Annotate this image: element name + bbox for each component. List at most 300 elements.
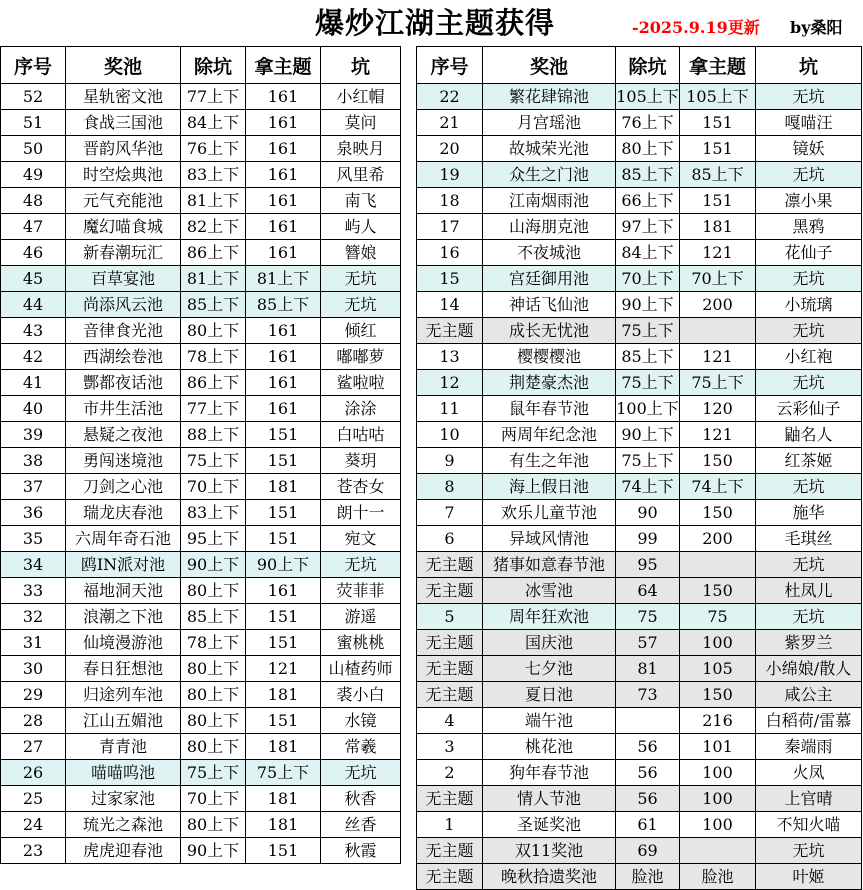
table-row: [417, 734, 862, 760]
cell-pit: 常羲: [321, 734, 401, 760]
cell-pool: 端午池: [483, 708, 616, 734]
cell-pool: 繁花肆锦池: [483, 84, 616, 110]
cell-pit: 杜凤儿: [756, 578, 862, 604]
cell-clear: 80上下: [181, 682, 246, 708]
cell-clear: 78上下: [181, 630, 246, 656]
header-cell-clear: 除坑: [616, 47, 680, 84]
cell-pool: 双11奖池: [483, 838, 616, 864]
cell-no: 37: [1, 474, 66, 500]
cell-theme: [680, 552, 756, 578]
cell-pool: 圣诞奖池: [483, 812, 616, 838]
cell-pit: 无坑: [756, 84, 862, 110]
table-row: [417, 240, 862, 266]
cell-no: 无主题: [417, 786, 483, 812]
table-row: [1, 760, 401, 786]
table-row: [417, 266, 862, 292]
cell-clear: 90上下: [181, 838, 246, 864]
cell-theme: 151: [246, 708, 321, 734]
cell-pit: 小红袍: [756, 344, 862, 370]
table-row: [417, 630, 862, 656]
cell-pit: 泉映月: [321, 136, 401, 162]
cell-pit: 紫罗兰: [756, 630, 862, 656]
cell-pool: 春日狂想池: [66, 656, 181, 682]
cell-pit: 上官晴: [756, 786, 862, 812]
cell-pool: 青青池: [66, 734, 181, 760]
cell-theme: 121: [680, 240, 756, 266]
cell-pool: 两周年纪念池: [483, 422, 616, 448]
cell-no: 27: [1, 734, 66, 760]
cell-pool: 百草宴池: [66, 266, 181, 292]
cell-clear: 75上下: [616, 370, 680, 396]
cell-no: 3: [417, 734, 483, 760]
cell-pit: 火凤: [756, 760, 862, 786]
cell-pool: 刀剑之心池: [66, 474, 181, 500]
cell-clear: 95: [616, 552, 680, 578]
table-row: [417, 656, 862, 682]
cell-pit: 无坑: [756, 370, 862, 396]
table-row: [417, 344, 862, 370]
cell-pit: 荧菲菲: [321, 578, 401, 604]
table-row: [1, 838, 401, 864]
cell-pit: 水镜: [321, 708, 401, 734]
table-row: [1, 84, 401, 110]
cell-pool: 江山五媚池: [66, 708, 181, 734]
cell-pit: 毛琪丝: [756, 526, 862, 552]
cell-clear: 85上下: [616, 344, 680, 370]
cell-pit: 无坑: [321, 266, 401, 292]
cell-clear: [616, 708, 680, 734]
cell-clear: 77上下: [181, 84, 246, 110]
cell-pool: 星轨密文池: [66, 84, 181, 110]
cell-pool: 情人节池: [483, 786, 616, 812]
cell-clear: 73: [616, 682, 680, 708]
cell-theme: 120: [680, 396, 756, 422]
cell-theme: 75上下: [680, 370, 756, 396]
cell-no: 47: [1, 214, 66, 240]
cell-theme: 121: [680, 344, 756, 370]
cell-pool: 归途列车池: [66, 682, 181, 708]
cell-pit: 葵玥: [321, 448, 401, 474]
cell-pit: 黑鸦: [756, 214, 862, 240]
cell-theme: 161: [246, 318, 321, 344]
author-credit: by桑阳: [790, 18, 843, 37]
cell-pit: 施华: [756, 500, 862, 526]
cell-no: 无主题: [417, 656, 483, 682]
cell-no: 42: [1, 344, 66, 370]
cell-no: 24: [1, 812, 66, 838]
table-row: [1, 474, 401, 500]
cell-pit: 秋霞: [321, 838, 401, 864]
cell-theme: 181: [246, 474, 321, 500]
cell-clear: 81: [616, 656, 680, 682]
table-row: [417, 188, 862, 214]
table-row: [417, 812, 862, 838]
cell-pool: 成长无忧池: [483, 318, 616, 344]
cell-pool: 月宫瑶池: [483, 110, 616, 136]
cell-pit: 无坑: [756, 552, 862, 578]
cell-pool: 新春潮玩汇: [66, 240, 181, 266]
cell-no: 35: [1, 526, 66, 552]
cell-theme: 161: [246, 578, 321, 604]
cell-pit: 无坑: [756, 266, 862, 292]
cell-no: 32: [1, 604, 66, 630]
cell-pit: 莫问: [321, 110, 401, 136]
table-row: [1, 552, 401, 578]
cell-theme: 150: [680, 682, 756, 708]
table-row: [1, 630, 401, 656]
table-header-row: [417, 47, 862, 84]
cell-theme: 105: [680, 656, 756, 682]
cell-pit: 不知火喵: [756, 812, 862, 838]
table-row: [417, 396, 862, 422]
cell-pit: 嘟嘟萝: [321, 344, 401, 370]
cell-pit: 鼬名人: [756, 422, 862, 448]
cell-pool: 鼠年春节池: [483, 396, 616, 422]
cell-theme: 161: [246, 370, 321, 396]
cell-no: 49: [1, 162, 66, 188]
cell-theme: 70上下: [680, 266, 756, 292]
cell-pit: 风里希: [321, 162, 401, 188]
table-row: [1, 786, 401, 812]
cell-pool: 神话飞仙池: [483, 292, 616, 318]
cell-theme: 150: [680, 578, 756, 604]
table-row: [1, 500, 401, 526]
cell-clear: 56: [616, 786, 680, 812]
table-row: [1, 266, 401, 292]
cell-no: 15: [417, 266, 483, 292]
cell-pool: 过家家池: [66, 786, 181, 812]
cell-pool: 猪事如意春节池: [483, 552, 616, 578]
table-row: [1, 448, 401, 474]
cell-clear: 70上下: [616, 266, 680, 292]
cell-theme: 161: [246, 84, 321, 110]
cell-theme: 161: [246, 188, 321, 214]
cell-clear: 95上下: [181, 526, 246, 552]
cell-clear: 80上下: [181, 708, 246, 734]
cell-pool: 福地洞天池: [66, 578, 181, 604]
cell-clear: 90上下: [181, 552, 246, 578]
cell-clear: 81上下: [181, 188, 246, 214]
cell-no: 38: [1, 448, 66, 474]
cell-clear: 85上下: [181, 292, 246, 318]
cell-pool: 仙境漫游池: [66, 630, 181, 656]
cell-pool: 樱樱樱池: [483, 344, 616, 370]
table-row: [417, 552, 862, 578]
cell-pool: 琉光之森池: [66, 812, 181, 838]
table-row: [1, 292, 401, 318]
cell-theme: 161: [246, 162, 321, 188]
cell-no: 20: [417, 136, 483, 162]
cell-clear: 99: [616, 526, 680, 552]
cell-theme: 151: [246, 604, 321, 630]
cell-clear: 83上下: [181, 162, 246, 188]
cell-pool: 西湖绘卷池: [66, 344, 181, 370]
cell-pit: 涂涂: [321, 396, 401, 422]
cell-clear: 61: [616, 812, 680, 838]
cell-pool: 酆都夜话池: [66, 370, 181, 396]
cell-clear: 80上下: [181, 734, 246, 760]
cell-pit: 无坑: [756, 474, 862, 500]
cell-no: 17: [417, 214, 483, 240]
cell-pit: 秋香: [321, 786, 401, 812]
cell-clear: 57: [616, 630, 680, 656]
cell-pool: 市井生活池: [66, 396, 181, 422]
cell-theme: 85上下: [680, 162, 756, 188]
cell-theme: 161: [246, 240, 321, 266]
cell-pool: 宫廷御用池: [483, 266, 616, 292]
cell-pool: 有生之年池: [483, 448, 616, 474]
cell-clear: 75上下: [616, 448, 680, 474]
cell-no: 45: [1, 266, 66, 292]
cell-pit: 咸公主: [756, 682, 862, 708]
cell-no: 50: [1, 136, 66, 162]
cell-theme: 100: [680, 786, 756, 812]
table-row: [1, 708, 401, 734]
table-row: [1, 214, 401, 240]
cell-pit: 无坑: [756, 838, 862, 864]
cell-clear: 56: [616, 734, 680, 760]
cell-no: 7: [417, 500, 483, 526]
table-row: [417, 448, 862, 474]
cell-pool: 瑞龙庆春池: [66, 500, 181, 526]
cell-clear: 75上下: [181, 760, 246, 786]
cell-pool: 夏日池: [483, 682, 616, 708]
table-row: [417, 422, 862, 448]
cell-no: 46: [1, 240, 66, 266]
cell-theme: 181: [246, 734, 321, 760]
cell-theme: 101: [680, 734, 756, 760]
cell-no: 无主题: [417, 630, 483, 656]
cell-pit: 鲨啦啦: [321, 370, 401, 396]
cell-no: 41: [1, 370, 66, 396]
cell-clear: 82上下: [181, 214, 246, 240]
table-row: [417, 526, 862, 552]
cell-pit: 无坑: [756, 604, 862, 630]
cell-no: 无主题: [417, 864, 483, 890]
table-row: [1, 188, 401, 214]
cell-clear: 66上下: [616, 188, 680, 214]
cell-no: 9: [417, 448, 483, 474]
cell-clear: 脸池: [616, 864, 680, 890]
header-cell-pool: 奖池: [483, 47, 616, 84]
cell-no: 无主题: [417, 578, 483, 604]
cell-no: 5: [417, 604, 483, 630]
cell-pool: 浪潮之下池: [66, 604, 181, 630]
cell-no: 4: [417, 708, 483, 734]
cell-no: 22: [417, 84, 483, 110]
cell-pool: 山海朋克池: [483, 214, 616, 240]
cell-no: 26: [1, 760, 66, 786]
cell-clear: 100上下: [616, 396, 680, 422]
table-row: [1, 344, 401, 370]
cell-clear: 88上下: [181, 422, 246, 448]
cell-pool: 桃花池: [483, 734, 616, 760]
cell-clear: 97上下: [616, 214, 680, 240]
page-title: 爆炒江湖主题获得: [314, 6, 555, 40]
cell-theme: 181: [246, 786, 321, 812]
cell-no: 28: [1, 708, 66, 734]
cell-clear: 86上下: [181, 240, 246, 266]
cell-theme: 75上下: [246, 760, 321, 786]
cell-clear: 76上下: [616, 110, 680, 136]
cell-pool: 不夜城池: [483, 240, 616, 266]
cell-theme: [680, 318, 756, 344]
cell-theme: 216: [680, 708, 756, 734]
table-row: [1, 682, 401, 708]
cell-no: 36: [1, 500, 66, 526]
cell-no: 18: [417, 188, 483, 214]
cell-theme: 161: [246, 214, 321, 240]
cell-clear: 84上下: [616, 240, 680, 266]
cell-theme: 161: [246, 396, 321, 422]
left-table: [0, 46, 401, 864]
cell-pool: 故城荣光池: [483, 136, 616, 162]
table-row: [1, 162, 401, 188]
table-row: [1, 422, 401, 448]
cell-no: 40: [1, 396, 66, 422]
cell-clear: 80上下: [616, 136, 680, 162]
cell-theme: 150: [680, 500, 756, 526]
cell-pool: 悬疑之夜池: [66, 422, 181, 448]
table-row: [417, 708, 862, 734]
cell-no: 23: [1, 838, 66, 864]
cell-no: 无主题: [417, 318, 483, 344]
header-cell-no: 序号: [417, 47, 483, 84]
cell-pool: 海上假日池: [483, 474, 616, 500]
cell-clear: 81上下: [181, 266, 246, 292]
cell-theme: 151: [246, 838, 321, 864]
cell-clear: 90: [616, 500, 680, 526]
cell-pool: 勇闯迷境池: [66, 448, 181, 474]
cell-pit: 镜妖: [756, 136, 862, 162]
cell-theme: 90上下: [246, 552, 321, 578]
table-row: [417, 84, 862, 110]
cell-no: 无主题: [417, 838, 483, 864]
cell-pit: 白咕咕: [321, 422, 401, 448]
cell-no: 33: [1, 578, 66, 604]
cell-theme: 181: [246, 812, 321, 838]
cell-no: 39: [1, 422, 66, 448]
table-row: [417, 838, 862, 864]
cell-pool: 元气充能池: [66, 188, 181, 214]
cell-pool: 鸥IN派对池: [66, 552, 181, 578]
cell-clear: 90上下: [616, 292, 680, 318]
table-row: [1, 578, 401, 604]
cell-theme: 100: [680, 812, 756, 838]
cell-no: 43: [1, 318, 66, 344]
cell-pit: 凛小果: [756, 188, 862, 214]
cell-no: 13: [417, 344, 483, 370]
cell-clear: 70上下: [181, 786, 246, 812]
table-row: [417, 214, 862, 240]
cell-clear: 78上下: [181, 344, 246, 370]
cell-pool: 江南烟雨池: [483, 188, 616, 214]
cell-clear: 75上下: [616, 318, 680, 344]
cell-pool: 国庆池: [483, 630, 616, 656]
cell-pool: 时空烩典池: [66, 162, 181, 188]
table-row: [1, 370, 401, 396]
table-row: [1, 240, 401, 266]
cell-pit: 蜜桃桃: [321, 630, 401, 656]
table-row: [417, 682, 862, 708]
table-row: [417, 162, 862, 188]
cell-clear: 80上下: [181, 656, 246, 682]
header-cell-pit: 坑: [756, 47, 862, 84]
cell-pool: 音律食光池: [66, 318, 181, 344]
cell-theme: 脸池: [680, 864, 756, 890]
cell-pool: 六周年奇石池: [66, 526, 181, 552]
cell-theme: 121: [680, 422, 756, 448]
header-cell-pool: 奖池: [66, 47, 181, 84]
table-row: [1, 318, 401, 344]
table-row: [417, 786, 862, 812]
cell-theme: [680, 838, 756, 864]
cell-clear: 76上下: [181, 136, 246, 162]
header-cell-theme: 拿主题: [680, 47, 756, 84]
table-row: [1, 604, 401, 630]
cell-pool: 晋韵风华池: [66, 136, 181, 162]
table-row: [417, 292, 862, 318]
cell-no: 51: [1, 110, 66, 136]
cell-pool: 尚添风云池: [66, 292, 181, 318]
cell-clear: 80上下: [181, 578, 246, 604]
cell-pit: 南飞: [321, 188, 401, 214]
cell-no: 2: [417, 760, 483, 786]
table-row: [417, 760, 862, 786]
cell-pit: 小红帽: [321, 84, 401, 110]
cell-pool: 冰雪池: [483, 578, 616, 604]
cell-pool: 虎虎迎春池: [66, 838, 181, 864]
cell-theme: 151: [680, 188, 756, 214]
cell-no: 19: [417, 162, 483, 188]
cell-no: 52: [1, 84, 66, 110]
cell-pit: 游遥: [321, 604, 401, 630]
cell-theme: 181: [246, 682, 321, 708]
cell-theme: 161: [246, 136, 321, 162]
table-row: [1, 526, 401, 552]
table-row: [1, 812, 401, 838]
cell-no: 31: [1, 630, 66, 656]
cell-no: 48: [1, 188, 66, 214]
cell-pit: 丝香: [321, 812, 401, 838]
cell-no: 21: [417, 110, 483, 136]
cell-theme: 151: [680, 136, 756, 162]
cell-theme: 100: [680, 630, 756, 656]
table-row: [417, 604, 862, 630]
cell-pit: 花仙子: [756, 240, 862, 266]
cell-pit: 无坑: [321, 552, 401, 578]
cell-pool: 狗年春节池: [483, 760, 616, 786]
header-cell-clear: 除坑: [181, 47, 246, 84]
cell-theme: 161: [246, 344, 321, 370]
cell-theme: 200: [680, 292, 756, 318]
table-row: [417, 136, 862, 162]
table-row: [417, 578, 862, 604]
cell-theme: 151: [246, 422, 321, 448]
cell-clear: 69: [616, 838, 680, 864]
header: [0, 0, 863, 46]
cell-theme: 151: [246, 630, 321, 656]
cell-theme: 200: [680, 526, 756, 552]
cell-pit: 簪娘: [321, 240, 401, 266]
cell-pool: 晚秋拾遗奖池: [483, 864, 616, 890]
cell-pool: 异域风情池: [483, 526, 616, 552]
cell-no: 6: [417, 526, 483, 552]
table-header-row: [1, 47, 401, 84]
cell-pit: 无坑: [321, 760, 401, 786]
cell-no: 14: [417, 292, 483, 318]
table-row: [1, 110, 401, 136]
